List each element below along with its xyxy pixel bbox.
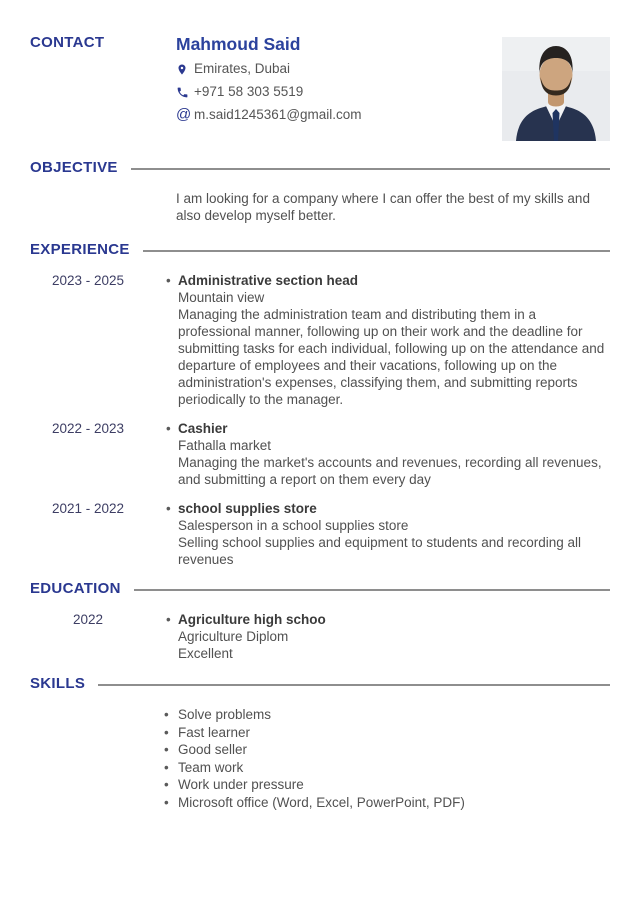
experience-entry-body xyxy=(176,500,610,568)
education-header-rule xyxy=(134,589,610,591)
experience-entry-title: • Administrative section head xyxy=(178,272,610,289)
experience-entry xyxy=(30,420,610,488)
experience-entry-subtitle: Salesperson in a school supplies store xyxy=(178,518,409,533)
skills-spacer xyxy=(30,706,176,811)
experience-entry xyxy=(30,272,610,408)
education-section xyxy=(30,580,610,662)
education-header xyxy=(30,580,610,597)
experience-entry-description: Managing the market's accounts and revenues, recording all revenues, and submitting a report on them every day xyxy=(178,455,602,487)
education-entry-description: Excellent xyxy=(178,646,233,661)
experience-entry-description: Selling school supplies and equipment to students and recording all revenues xyxy=(178,535,582,567)
location-pin-icon xyxy=(176,62,194,77)
objective-section xyxy=(30,159,610,224)
contact-email-row xyxy=(176,107,498,123)
skill-item: • Solve problems xyxy=(176,706,610,724)
objective-section-label: OBJECTIVE xyxy=(30,159,118,176)
skill-item: • Team work xyxy=(176,759,610,777)
education-entry-dates: 2022 xyxy=(72,612,104,627)
skills-header xyxy=(30,675,610,692)
skills-header-rule xyxy=(98,684,610,686)
skill-item: • Good seller xyxy=(176,741,610,759)
skill-item: • Fast learner xyxy=(176,724,610,742)
experience-entry-dates: 2021 - 2022 xyxy=(51,501,125,516)
experience-entry xyxy=(30,500,610,568)
contact-details xyxy=(176,34,498,144)
experience-header-rule xyxy=(143,250,610,252)
phone-icon xyxy=(176,86,194,99)
experience-section-label: EXPERIENCE xyxy=(30,241,130,258)
contact-phone-row xyxy=(176,84,498,100)
education-entry xyxy=(30,611,610,662)
experience-entry-subtitle: Fathalla market xyxy=(178,438,272,453)
education-section-label: EDUCATION xyxy=(30,580,121,597)
skills-list xyxy=(176,706,610,811)
experience-entry-dates: 2022 - 2023 xyxy=(51,421,125,436)
at-sign-icon: @ xyxy=(176,105,192,123)
objective-header xyxy=(30,159,610,176)
experience-entry-title: • school supplies store xyxy=(178,500,610,517)
education-entry-title: • Agriculture high schoo xyxy=(178,611,610,628)
education-entry-subtitle: Agriculture Diplom xyxy=(178,629,289,644)
experience-entry-title: • Cashier xyxy=(178,420,610,437)
phone-text: +971 58 303 5519 xyxy=(194,84,304,99)
experience-entry-body xyxy=(176,272,610,408)
contact-section-label: CONTACT xyxy=(30,34,105,51)
experience-section xyxy=(30,241,610,568)
experience-entry-subtitle: Mountain view xyxy=(178,290,265,305)
objective-row xyxy=(30,190,610,224)
experience-header xyxy=(30,241,610,258)
profile-photo xyxy=(502,37,610,141)
email-text: m.said1245361@gmail.com xyxy=(194,107,362,122)
objective-spacer xyxy=(30,190,176,224)
contact-location-row xyxy=(176,61,498,77)
education-entry-body xyxy=(176,611,610,662)
contact-label-column xyxy=(30,34,176,144)
location-text: Emirates, Dubai xyxy=(194,61,291,76)
objective-header-rule xyxy=(131,168,610,170)
skill-item: • Work under pressure xyxy=(176,776,610,794)
contact-section xyxy=(30,34,610,144)
skill-item: • Microsoft office (Word, Excel, PowerPoint, PDF) xyxy=(176,794,610,812)
experience-entry-description: Managing the administration team and distributing them in a professional manner, following up on their work and the deadline for submitting tasks for each individual, following up on the attendance and departure of employees and their vacations, following up on the administration's expenses, classifying them, and submitting reports periodically to the manager. xyxy=(178,307,605,407)
skills-row xyxy=(30,706,610,811)
skills-section-label: SKILLS xyxy=(30,675,86,692)
objective-text: I am looking for a company where I can offer the best of my skills and also develop myself better. xyxy=(176,191,590,223)
skills-section xyxy=(30,675,610,811)
candidate-name: Mahmoud Said xyxy=(176,34,301,54)
experience-entry-body xyxy=(176,420,610,488)
experience-entry-dates: 2023 - 2025 xyxy=(51,273,125,288)
